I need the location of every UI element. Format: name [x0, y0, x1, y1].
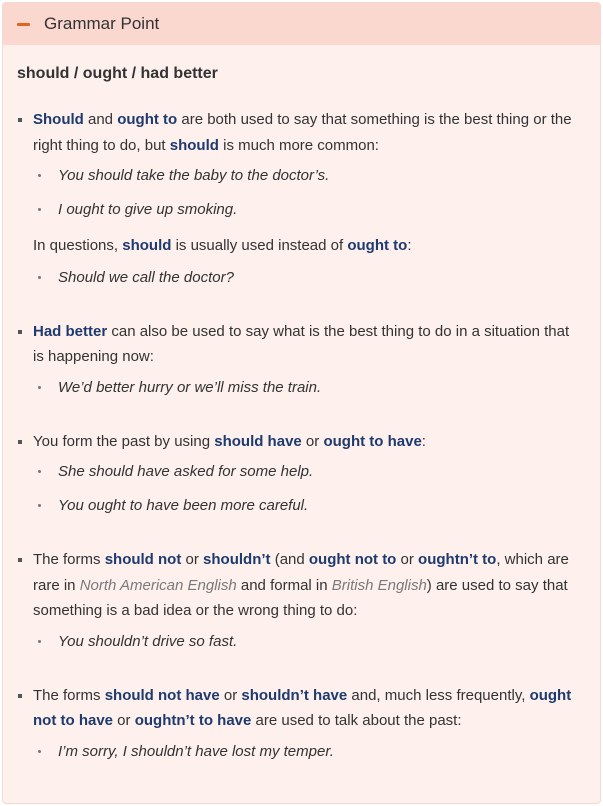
example-item: We’d better hurry or we’ll miss the train.	[3, 375, 598, 409]
example-item: You should take the baby to the doctor’s.	[3, 163, 598, 197]
example-item: She should have asked for some help.	[3, 459, 598, 493]
keyword: Should	[33, 111, 84, 128]
header-title: Grammar Point	[44, 14, 160, 33]
square-bullet-icon	[18, 694, 22, 698]
bullet-icon	[38, 504, 41, 507]
keyword: should	[169, 136, 219, 154]
example-item: You ought to have been more careful.	[3, 493, 598, 527]
keyword: oughtn’t to have	[134, 712, 252, 729]
keyword: Had better	[33, 322, 108, 340]
keyword: shouldn’t have	[241, 686, 348, 704]
point-3-text: You form the past by using should have or ought to have:	[33, 432, 426, 450]
bullet-icon	[38, 276, 41, 279]
grammar-point-panel	[2, 2, 601, 804]
bullet-icon	[38, 386, 41, 389]
square-bullet-icon	[18, 330, 22, 334]
bullet-icon	[38, 208, 41, 211]
bullet-icon	[38, 750, 41, 753]
example-list	[3, 265, 598, 299]
grammar-title: should / ought / had better	[17, 65, 218, 82]
example-list	[3, 629, 598, 663]
grammar-content	[3, 107, 598, 773]
example-list	[3, 459, 598, 527]
point-5-text: The forms should not have or shouldn’t have and, much less frequently, ought not to have or oughtn’t to have are used to talk about the past:	[33, 686, 572, 729]
grammar-point-5	[3, 683, 598, 734]
grammar-point-4	[3, 547, 598, 624]
keyword: should	[122, 237, 172, 254]
example-item: I ought to give up smoking.	[3, 197, 598, 231]
grammar-point-1	[3, 107, 598, 158]
variety-label: North American English	[79, 576, 237, 594]
bullet-icon	[38, 640, 41, 643]
point-1-question-note: In questions, should is usually used instead of ought to:	[33, 237, 412, 254]
square-bullet-icon	[18, 118, 22, 122]
point-1-text: Should and ought to are both used to say that something is the best thing or the right thing to do, but should is much more common:	[33, 111, 572, 154]
point-2-text: Had better can also be used to say what is the best thing to do in a situation that is happening now:	[33, 322, 570, 365]
keyword: ought not to	[308, 551, 397, 568]
grammar-point-3	[3, 429, 598, 455]
square-bullet-icon	[18, 558, 22, 562]
example-list	[3, 739, 598, 773]
example-list	[3, 163, 598, 231]
keyword: should have	[214, 432, 302, 450]
keyword: should not have	[104, 686, 220, 704]
square-bullet-icon	[18, 440, 22, 444]
grammar-point-header[interactable]	[3, 3, 600, 45]
keyword: ought not to have	[33, 686, 572, 729]
minus-icon[interactable]	[17, 23, 30, 26]
grammar-point-2	[3, 319, 598, 370]
keyword: ought to have	[323, 432, 422, 450]
keyword: shouldn’t	[203, 551, 271, 568]
variety-label: British English	[331, 576, 427, 594]
bullet-icon	[38, 174, 41, 177]
example-list	[3, 375, 598, 409]
keyword: ought to	[117, 111, 178, 128]
example-item: Should we call the doctor?	[3, 265, 598, 299]
keyword: oughtn’t to	[418, 551, 497, 568]
example-item: I’m sorry, I shouldn’t have lost my temper.	[3, 739, 598, 773]
point-4-text: The forms should not or shouldn’t (and ought not to or oughtn’t to, which are rare in North American English and formal in British English) are used to say that something is a bad idea or the wrong thing to do:	[33, 551, 569, 619]
example-item: You shouldn’t drive so fast.	[3, 629, 598, 663]
keyword: should not	[104, 551, 182, 568]
bullet-icon	[38, 470, 41, 473]
keyword: ought to	[347, 237, 408, 254]
